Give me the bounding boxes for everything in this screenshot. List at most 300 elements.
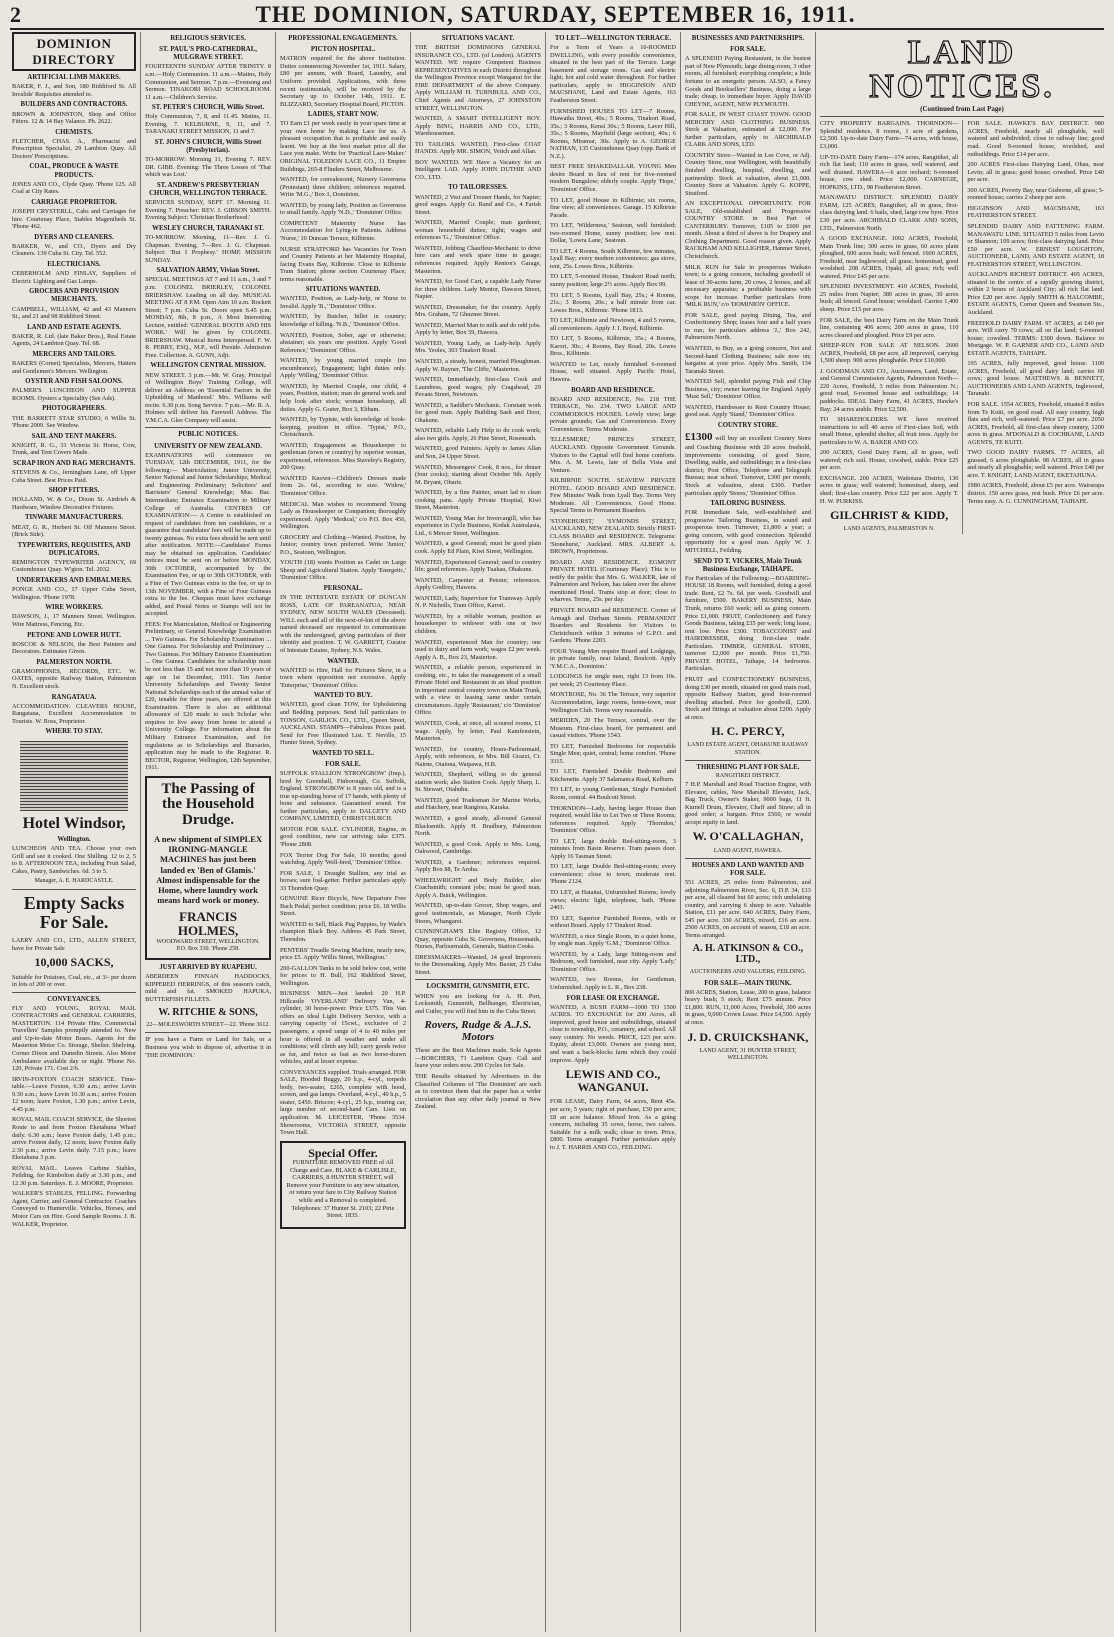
drudge-address: WOODWARD STREET, WELLINGTON. P.O. Box 330. 'Phone 258. bbox=[156, 938, 260, 952]
atkinson-name: A. H. ATKINSON & CO., LTD., bbox=[692, 943, 804, 966]
ad-item: TO LET, Furnished Double Bedroom and Kitchenette. Apply 37 Salamanca Road, Kelburn. bbox=[549, 768, 676, 783]
ad-item: WANTED, by Typiste, with knowledge of book-keeping, position in office. 'Typist,' P.O., Christchurch. bbox=[280, 416, 406, 439]
ad-item: 'ELLESMERE,' PRINCES STREET, AUCKLAND. Opposite Government Grounds. Visitors to the Capital will find home comforts. Mrs. A. M. Lewis, late of Bella Vista and Venture. bbox=[549, 436, 676, 474]
ad-item: TWO GOOD DAIRY FARMS. 77 ACRES, all grassed, 6 acres ploughable. 98 ACRES, all in grass and nearly all ploughable; well watered. Price £40 per acre. T. KNIGHT, LAND AGENT, EKETAHUNA. bbox=[967, 449, 1105, 479]
ad-item: WANTED, 2 Vest and Trouser Hands, for Napier; good wages. Apply Gr. Rand and Co., 4 Farish Street. bbox=[415, 193, 541, 216]
ad-item: KILBIRNIE SOUTH. SEAVIEW PRIVATE HOTEL. GOOD BOARD AND RESIDENCE. Few Minutes' Walk from Lyall Bay. Terms Very Moderate. All Conveniences. Good Home. Special Terms to Permanent Boarders. bbox=[549, 477, 676, 515]
wanted-ads bbox=[280, 176, 406, 283]
ad-item: 300 ACRES, Poverty Bay, near Gisborne, all grass; 5-roomed house; carries 2 sheep per acre. bbox=[967, 186, 1105, 202]
to-let-title: TO LET—WELLINGTON TERRACE. bbox=[554, 35, 672, 42]
for-sale-title: FOR SALE. bbox=[325, 760, 361, 768]
ruapehu-firm: W. RITCHIE & SONS, bbox=[158, 1007, 258, 1019]
ad-item: HIGGINSON AND MACSHANE, 163 FEATHERSTON STREET. bbox=[967, 204, 1105, 220]
ad-item: WANTED Known—Children's Dresses made from 2s. 6d., according to size. 'Widow,' 'Dominion' Office. bbox=[280, 474, 406, 497]
dominion-note: IF you have a Farm or Land for Sale, or a Business you wish to dispose of, advertise it in 'THE DOMINION.' bbox=[145, 1036, 272, 1059]
rovers-notice: These are the Best Machines made. Sole Agents—BORCHERS, 71 Lambton Quay. Call and leave your orders now. 200 Cycles for Sale. bbox=[415, 1047, 541, 1070]
ad-item: WANTED Sell, splendid paying Fish and Chip Business, city; owner leaving for England. Apply 'Must Sell,' 'Dominion' Office. bbox=[684, 378, 811, 401]
special-offer-ad bbox=[280, 1141, 406, 1229]
section-text: BARKER, W., and CO., Dyers and Dry Cleaners. 139 Cuba St. City. Tel. 552. bbox=[12, 242, 137, 258]
houses-land-title: HOUSES AND LAND WANTED AND FOR SALE. bbox=[691, 861, 804, 877]
section-heading: BUILDERS AND CONTRACTORS. bbox=[20, 101, 128, 109]
drudge-title: The Passing of the Household Drudge. bbox=[161, 780, 255, 829]
divider bbox=[685, 760, 811, 761]
ad-item: WANTED, by Butcher, billet in country; knowledge of killing. 'N.B.,' 'Dominion' Office. bbox=[280, 313, 406, 329]
religious-title: RELIGIOUS SERVICES. bbox=[170, 35, 246, 42]
divider bbox=[12, 889, 136, 890]
page-number: 2 bbox=[10, 2, 21, 27]
section-text: STEVENS & Co., Jerningham Lane, off Upper Cuba Street. Best Prices Paid. bbox=[12, 469, 137, 484]
for-sale-ads bbox=[280, 770, 406, 1137]
ad-item: THORNDON—Lady, having larger House than required, would like to Let Two or Three Rooms; references required. Apply 'Thorndon,' 'Dominion' Office. bbox=[549, 804, 676, 835]
land-right-ads bbox=[967, 120, 1104, 505]
section-text: BAKER, F. J., and Son, 180 Riddiford St. All Invalids' Requisites attended to. bbox=[12, 83, 137, 98]
ad-item: WANTED, a good steady, all-round General Blacksmith. Apply H. Bradbury, Palmerston North. bbox=[415, 814, 541, 838]
ad-item: PENTERS' Treadle Sewing Machine, nearly new, price £5. Apply 'Willis Street, Wellington.' bbox=[280, 946, 406, 962]
section-text: ROSCOE & NELSON, the Best Painters and Decorators. Estimates Given. bbox=[12, 640, 137, 656]
sacks-body: LAERY AND CO., LTD., ALLEN STREET, have for Private Sale bbox=[12, 937, 137, 952]
ad-item: IRVIN-FOXTON COACH SERVICE. Time-table.—Leave Foxton, 6.30 a.m.; arrive Levin 9.30 a.m.; leave Levin 10.30 a.m.; arrive Foxton 12 noon; leave Foxton, 1.30 p.m.; arrive Levin, 4.45 p.m. bbox=[12, 1075, 137, 1113]
threshing-district: RANGITIKEI DISTRICT. bbox=[715, 772, 781, 779]
ad-item: WANTED, good Painters. Apply to James Allan and Son, 24 Upper Street. bbox=[415, 445, 541, 461]
ad-item: TO SHAREHOLDERS. WE have received instructions to sell 40 acres of First-class Soil, with small House, splendid shelter, all fruit trees. Apply for particulars to W. A. BAKER AND CO. bbox=[819, 416, 959, 446]
section-text: MEAT, G. R., Herbert St. Off Manners Street. (Brick Side). bbox=[12, 523, 137, 539]
to-let-ads bbox=[550, 44, 676, 383]
houses-land-notice: 551 ACRES, 25 miles from Palmerston, and adjoining Palmerston River, Sec. 6, D.P. 34, £13 per acre, all cleared but 60 acres; rich undulating country, and carrying 6 sheep to acre. Valuable Station, £11 per acre. 640 ACRES, Dairy Farm, £45 per acre. 330 ACRES, mixed, £16 an acre. 2500 ACRES, on account of season, £18 an acre. Terms arranged. bbox=[684, 879, 811, 939]
store-price: £1300 bbox=[684, 431, 713, 444]
university-fees: FEES: For Matriculation, Medical or Engineering Preliminary, or General Knowledge Examination ... Two Guineas. For Scholarship Examination ... One Guinea. For Scholarship and Preliminary ... Two Guineas. For Military Entrance Examination ... One Guinea. Candidates for scholarship must be not less than 15 and not more than 19 years of age on 1st December, 1911. Ten Junior University Scholarships and Twenty Senior National Scholarships each of the annual value of £20, tenable for three years, are offered at this Examination. There is also an additional allowance of £20 made to each Scholar who requires to live away from home to attend a University College. For information about the Military Entrance Examination, and for regulations as to Scholarships and Bursaries, application may be made to the Registrar. R. BECTOR, Registrar, Wellington, 12th September, 1911. bbox=[145, 620, 272, 772]
ad-item: WANTED, Experienced General; used to country life; good references. Apply Tuakau, Ohakune. bbox=[415, 558, 541, 574]
section-text: GRAMOPHONES, RECORDS, ETC. W. OATES, opposite Railway Station, Palmerston N. Excellent stock. bbox=[12, 667, 137, 690]
ad-item: THE BRITISH DOMINIONS GENERAL INSURANCE CO., LTD. (of London). AGENTS WANTED. WE require Competent Business REPRESENTATIVES in each District throughout the Wellington Province except Wanganui for the FIRE DEPARTMENT of the above Company. Apply WILLIAM H. TURNBULL AND CO., Chief Agents and Attorneys, 27 JOHNSTON STREET, WELLINGTON. bbox=[415, 44, 541, 112]
section-heading: ST. PETER'S CHURCH, Willis Street. bbox=[151, 104, 265, 112]
section-heading: ST. ANDREW'S PRESBYTERIAN CHURCH, WELLINGTON TERRACE. bbox=[149, 181, 267, 198]
ad-item: WANTED, Immediately, first-class Cook and Laundress, good wages; ply Cragshead, 29 Pevans Street, Newtown. bbox=[415, 376, 541, 399]
section-text: JOSEPH CRYSTERLL, Cabs and Carriages for hire. Courtenay Place, Stables Mageniheds St. 'Phone 462. bbox=[12, 208, 137, 231]
wanted-notice: WANTED to Hire, Hall for Pictures Show, in a town where opposition not excessive. Apply 'Enterprise,' 'Dominion' Office. bbox=[280, 666, 406, 689]
ad-item: WANTED, Married Man to milk and do odd jobs. Apply by letter, Box 59, Hawera. bbox=[415, 321, 541, 337]
situations-wanted-ads bbox=[280, 295, 406, 582]
section-text: BAKERS (Cornet) Specialists, Mercers, Hatters and Gentlemen's Mercers. Wellington. bbox=[12, 360, 137, 375]
ad-item: WANTED, Position, as Lady-help, or Nurse to Invalid. Apply 'B.,' 'Dominion' Office. bbox=[280, 295, 406, 310]
ad-item: UP-TO-DATE Dairy Farm—174 acres, Rangitikei, all rich flat land; 110 acres in grass, well watered, and well drained. HAWERA—6 acre orchard; 6-roomed house, cow shed. Price £2,000. CARNEGIE, HOPKINS, LTD., 98 Featherston Street. bbox=[819, 153, 959, 191]
ad-item: BOY WANTED. WE Have a Vacancy for an Intelligent LAD. Apply JOHN DUTHIE AND CO., LTD. bbox=[415, 158, 541, 181]
country-store bbox=[685, 431, 811, 497]
land-notices-subcolumns bbox=[820, 120, 1104, 534]
ad-item: BOARD AND RESIDENCE. EGMONT PRIVATE HOTEL (Courtenay Place). This is to notify the public that Mrs. G. WALKER, late of Palmerston and Nelson, has taken over the above mentioned Hotel. Trams stop at door; close to wharves. Terms, 25s. per day. bbox=[549, 558, 676, 604]
column-religious-services bbox=[141, 32, 276, 1632]
wanted-title: WANTED. bbox=[327, 657, 359, 665]
ruapehu-title: JUST ARRIVED BY RUAPEHU. bbox=[159, 963, 257, 971]
section-text: KNIGHT, R. G., 31 Victoria St. Horse, Cow, Trunk, and Tent Covers Made. bbox=[12, 441, 137, 457]
ad-item: CONVEYANCES supplied. Trials arranged. FOR SALE, Hooded Buggy, 20 h.p., 4-cyl., torpedo body, two-seater, £265, complete with hood, screen, and gas lamps. Overland, 4-cyl., 40 h.p., 5 seater, £450. Briscoe; 4-cyl., 25 h.p., touring car, large number of second-hand Cars. Lists on application. M. LEICESTER, 'Phone 3534. Showrooms, VICTORIA STREET, opposite Town Hall. bbox=[280, 1068, 406, 1137]
ad-item: DRESSMAKERS—Wanted, 14 good Improvers to the Dressmaking. Apply Mrs. Baxter, 25 Cuba Street. bbox=[415, 953, 541, 976]
gilchrist-name: GILCHRIST & KIDD, bbox=[830, 508, 949, 523]
column-dominion-directory bbox=[8, 32, 141, 1632]
personal-title: PERSONAL. bbox=[323, 584, 363, 592]
ad-item: WANTED, to Buy, as a going concern, Net and Second-hand Clothing Business; sale now on; bargains at your price. Apply Mrs. Smith, 134 Taranaki Street. bbox=[684, 345, 811, 375]
section-text: ACCOMMODATION. CLEAVERS HOUSE, Rangataua, Excellent Accommodation to Tourists. W. Ross, Proprietor. bbox=[12, 702, 137, 725]
section-heading: WELLINGTON CENTRAL MISSION. bbox=[150, 362, 266, 370]
section-heading: RANGATAUA. bbox=[51, 693, 97, 701]
section-text: PALMER'S LUNCHEON AND SUPPER ROOMS. Oysters a Speciality (See Ads). bbox=[12, 387, 137, 402]
ad-item: J. GOODMAN AND CO., Auctioneers, Land, Estate, and General Commission Agents, Palmerston North—220 Acres, Freehold, 3 miles from Palmerston N.; good road, 6-roomed house and outbuildings; 14 paddocks. IDEAL Dairy Farm, 41 ACRES, Hawke's Bay; 24 acres arable. Price £2,500. bbox=[819, 367, 959, 413]
section-text: BROWN & JOHNSTON, Shop and Office Fitters. 12 & 14 Bay Valance. Ph. 2622. bbox=[12, 110, 137, 126]
conveyances-title: CONVEYANCES. bbox=[47, 995, 101, 1003]
ad-item: FOX Terrier Dog For Sale, 10 months; good watchdog. Apply 'Well-bred,' 'Dominion' Office. bbox=[280, 851, 406, 867]
ad-item: TO LET, 5 Rooms, Lyall Bay, 25s.; 4 Rooms, 21s.; 3 Rooms, 20s.; a half minute from car. Lowes Bros., Kilbirnie. 'Phone 1813. bbox=[549, 291, 676, 314]
gilchrist-address: LAND AGENTS, PALMERSTON N. bbox=[843, 526, 935, 533]
ad-item: SPLENDID INVESTMENT. 410 ACRES, Freehold, 25 miles from Napier; 380 acres in grass, 30 acres bush; all fenced. Good house; woolshed. Carries 1,400 sheep. Price £15 per acre. bbox=[819, 283, 959, 313]
personal-notice: IN THE INTESTATE ESTATE OF DUNCAN ROSS, LATE OF PAREANATUA, NEAR SYDNEY, NEW SOUTH WALES (Deceased). WILL each and all of the next-of-kin of the above named deceased are requested to communicate with the undersigned, giving particulars of their identity and position. T. W. GARRETT, Curator of Intestate Estates, Sydney, N.S. Wales. bbox=[280, 594, 406, 654]
vickers-notice: For Particulars of the Following:—BOARDING-HOUSE 18 Rooms, well furnished, doing a good trade. Rent, £2 7s. 6d. per week. Goodwill and furniture, £500. BAKERY BUSINESS, Main Trunk, returns £60 week; sell as going concern. Price £1,000. FRUIT, Confectionery and Fancy Goods Business, taking £35 per week; long lease, rent low. Price £300. TOBACCONIST and HAIRDRESSER, doing first-class trade. Particulars. TIMBER, GENERAL STORE, turnover £2,000 per month. Price £1,750. PRIVATE HOTEL, Taihape, 14 bedrooms. Particulars. bbox=[684, 574, 811, 673]
ad-item: FOR SALE, IN WEST COAST TOWN. GOOD MERCERY AND CLOTHING BUSINESS. Stock at Valuation, estimated at £2,000. For further particulars, apply to ARCHIBALD CLARK AND SONS, LTD. bbox=[684, 111, 811, 149]
ad-item: WANTED, a Saddler's Mechanic. Constant work for good man. Apply Building Sash and Door, Ohakune. bbox=[415, 401, 541, 424]
ad-item: AN EXCEPTIONAL OPPORTUNITY. FOR SALE, Old-established and Progressive COUNTRY STORE in Best Part of CANTERBURY. Turnover, £105 to £600 per month. About a third of above is for Drapery and Clothing Department. Good reason given. Apply RACKHAM AND KELLIGHER, Hanmer Street, Christchurch. bbox=[684, 200, 811, 260]
ad-item: TO TAILORS. WANTED, First-class COAT HANDS. Apply MR. SIMON, Veitch and Allan. bbox=[415, 140, 541, 156]
ad-item: FURNISHED HOUSES TO LET—7 Rooms, Hiawatha Street, 40s.; 5 Rooms, Tinakori Road, 35s.; 3 Rooms, Kensi 30s.; 5 Rooms, Laver Hill, 35s.; 5 Rooms, Mayfield (large section), 40s.; 6 Rooms, Miramar, 30s. Apply to A. GEORGE NATHAN, 135 Customhouse Quay (opp. Bank of N.Z.). bbox=[549, 107, 676, 160]
ad-item: WANTED, Position, Sober, age or otherwise; abstainer; six years one position. Apply 'Good Reference,' 'Dominion' Office. bbox=[280, 331, 406, 354]
ad-item: TO LET, Furnished Bedrooms for respectable Single Men; quiet, central; home comfort. 'Phone 3315. bbox=[549, 742, 676, 765]
hotel-name: Hotel Windsor, bbox=[22, 814, 126, 832]
ad-item: CITY PROPERTY BARGAINS. THORNDON—Splendid residence, 8 rooms, 1 acre of gardens, £2,500. Up-to-date Dairy Farm—74 acres, with house, £3,000. bbox=[819, 120, 959, 151]
section-heading: WESLEY CHURCH, TARANAKI ST. bbox=[152, 224, 264, 232]
ad-item: SPLENDID DAIRY AND FATTENING FARM. MANAWATU LINE. SITUATED 5 miles from Levin or Shannon; 109 acres; first-class dairying land. Price £50 per acre. W. ERNEST LOUGHTON, AUCTIONEER, LAND, AND ESTATE AGENT, 18 FEATHERSTON STREET, WELLINGTON. bbox=[967, 222, 1105, 268]
ad-item: WANTED, for Good Cart, a capable Lady Nurse for three children. Lady Mentor, Dawson Street, Napier. bbox=[415, 278, 541, 301]
section-heading: PHOTOGRAPHERS. bbox=[42, 405, 106, 413]
ad-item: FLY AND YOUNG, ROYAL MAIL CONTRACTORS and GENERAL CARRIERS, MASTERTON. 114 Private Hire. Commercial Travellers' Samples promptly attended to. New and Up-to-date Motor Buses. Agents for the Masterton Motor Co. Storage, Shelter. Shelving. Corner Dixon and Dunedin Streets. Also Motor Ambulance available day or night. 'Phone No. 120, Private 171. Cost 2/6. bbox=[12, 1004, 137, 1073]
lace-notice: TO Earn £1 per week easily in your spare time at your own home by making Lace for us. A pleasant occupation that is profitable and easily learnt. We buy at the best market price all the Lace you make. Write for 'Practical Lace-Maker.' ORIGINAL TOLEDON LACE CO., 11 Empire Buildings, 265-8 Flinders Street, Melbourne. bbox=[280, 120, 406, 173]
section-heading: GROCERS AND PROVISION MERCHANTS. bbox=[29, 288, 119, 304]
sacks-tail: Suitable for Potatoes, Coal, etc., at 3/- per dozen in lots of 200 or over. bbox=[12, 973, 137, 989]
section-text: TO-MORROW: Morning 11, Evening 7. REV. DR. GIBB. Evening: The Three Losses of 'That which was Lost.' bbox=[145, 156, 272, 179]
tailoresses-ads bbox=[415, 194, 541, 977]
section-text: NEW STREET. 3 p.m.—Mr. W. Gray, Principal of Wellington Boys' Training College, will deliver an Address on 'Essential Factors in the Upbuilding of Manhood.' Mrs. Williams will recite. 6.30 p.m. Song Service. 7 p.m.—Mr. R. A. Holmes will deliver his Farewell Address. The Y.M.C.A. Glee Company will assist. bbox=[145, 371, 272, 424]
ad-item: TO LET, 4 Rooms, South Kilbirnie, few minutes, Lyall Bay; every modern convenience; gas stove, rent, 25s. Lowes Bros., Kilbirnie. bbox=[549, 247, 676, 270]
locksmith-title: LOCKSMITH, GUNSMITH, ETC. bbox=[426, 983, 530, 991]
section-heading: ST. JOHN'S CHURCH, Willis Street (Presbyterian). bbox=[154, 139, 262, 155]
ad-item: PRIVATE BOARD and RESIDENCE. Corner of Armagh and Durham Streets. PERMANENT Boarders and Residents for Visitors to Christchurch within 3 minutes of G.P.O. and Gardens. 'Phone 2203. bbox=[549, 606, 676, 645]
hotel-details: LUNCHEON AND TEA. Choose your own Grill and see it cooked. One Shilling. 12 to 2, 5 to 8. AFTERNOON TEA, including Fruit Salad, Cakes, Pastry, Sandwiches. 6d. 3 to 5. bbox=[12, 845, 137, 875]
ocallaghan-name: W. O'CALLAGHAN, bbox=[692, 829, 804, 844]
ad-item: WANTED, a steady, honest, married Ploughman. Apply W. Rayner, 'The Cliffe,' Masterton. bbox=[415, 358, 541, 373]
ad-item: COMPETENT Maternity Nurse has Accommodation for Lying-in Patients. Address 'Nurse,' 10 Duncan Terrace, Kilbirnie. bbox=[280, 219, 406, 242]
ad-item: TO LET, to young Gentleman, Single Furnished Room, central. 44 Boulcott Street. bbox=[549, 786, 676, 801]
ad-item: WANTED, a nice Single Room, in a quiet home, by single man. Apply 'G.M.,' 'Dominion' Office. bbox=[549, 932, 676, 948]
column-land-notices bbox=[816, 32, 1108, 1632]
lease-title: FOR LEASE OR EXCHANGE. bbox=[566, 994, 660, 1002]
section-text: FOURTEENTH SUNDAY AFTER TRINITY. 8 a.m.—Holy Communion. 11 a.m.—Matins, Holy Communion, and Sermon. 7 p.m.—Evensong and Sermon. TINAKORI ROAD SCHOOLROOM. 11 a.m.—Children's Service. bbox=[145, 63, 272, 101]
fruit-notice: FRUIT and CONFECTIONERY BUSINESS, doing £30 per month, situated on good main road, opposite Railway Station, good four-roomed dwelling attached. Price for goodwill, £200. Stock and fittings at valuation about £200. Apply at once. bbox=[684, 675, 811, 721]
ad-item: TO LET, large Double Bed-sitting-room; every convenience; close to town; moderate rent. 'Phone 2124. bbox=[549, 863, 676, 886]
ad-item: CUNNINGHAM'S Elite Registry Office, 12 Quay, opposite Cuba St. Governess, Housemaids, Nurses, Parlourmaids, Generals, Station Cooks. bbox=[415, 928, 541, 951]
section-heading: CHEMISTS. bbox=[55, 128, 93, 136]
directory-sections bbox=[12, 74, 136, 725]
main-trunk-title: FOR SALE—MAIN TRUNK. bbox=[704, 979, 792, 987]
land-notices-subtitle: (Continued from Last Page) bbox=[920, 105, 1004, 113]
ad-item: TO LET, at Hataitai, Unfurnished Rooms; lovely views; electric light, telephone, bath. 'Phone 2403. bbox=[549, 889, 676, 912]
section-heading: TINWARE MANUFACTURERS. bbox=[25, 514, 124, 522]
section-heading: ST. PAUL'S PRO-CATHEDRAL, MULGRAVE STREET. bbox=[159, 46, 257, 62]
section-heading: MERCERS AND TAILORS. bbox=[32, 350, 116, 358]
ad-item: MANAWATU DISTRICT. SPLENDID DAIRY FARM, 125 ACRES, Rangitikei, all in grass, first-class dairying land. 6 bails, shed, large cow byre. Price £30 per acre. ARCHIBALD CLARK AND SONS, LTD., Palmerston North. bbox=[819, 194, 959, 232]
ad-item: EXCHANGE. 200 ACRES, Waitotara District, 130 acres in grass; well watered; homestead, sheep, and shed; first-class country. Price £22 per acre. Apply T. H. W. PURKISS. bbox=[819, 474, 959, 505]
ad-item: WANTED, Young Man for Invercargill, who has experience in Cycle Business, Kodak Australasia, Ltd., 6 Mercer Street, Wellington. bbox=[415, 514, 541, 537]
section-text: TO-MORROW. Morning, 11—Rev. J. G. Chapman. Evening, 7—Rev. J. G. Chapman. Subject: 'But I Prophesy.' HOME MISSION SUNDAY. bbox=[145, 234, 272, 264]
ad-item: MEDICAL Man wishes to recommend Young Lady as Housekeeper or Companion; thoroughly experienced. Apply 'Medical,' c/o P.O. Box 456, Wellington. bbox=[280, 500, 406, 531]
ad-item: WANTED, by a reliable woman, position as housekeeper to widower with one or two children. bbox=[415, 612, 541, 635]
ad-item: WANTED, for country, Hours-Parlourmaid, Apply, with references, to Mrs. Bill Grazzi, Cr. Nairne, Otaiona, Waipawa, H.B. bbox=[415, 745, 541, 768]
offer-body: FURNITURE REMOVED FREE of All Charge and Care. BLAKE & CARLISLE, CARRIERS, 8 HUNTER STREET, will Remove your Furniture to any new situation, or return your fare to City Railway Station while and a Removal is completed. Telephones: 37 Hunter St. 2103; 22 Pirie Street. 1835. bbox=[286, 1159, 400, 1220]
section-heading: ARTIFICIAL LIMB MAKERS. bbox=[27, 74, 121, 82]
ad-item: WANTED to Sell, Black Pug Puppies, by Wade's champion Black Boy. Address 45 Park Street, Thorndon. bbox=[280, 920, 406, 943]
ad-item: 200-GALLON Tanks to be sold below cost, write for prices to H. Bull, 162 Riddiford Street, Wellington. bbox=[280, 964, 406, 987]
ad-item: WANTED, Shepherd, willing to do general station work; also Station Cook. Apply Sharp, L. St. Stewart, Otahuhu. bbox=[415, 771, 541, 794]
ad-item: WANTED, Engagement as Housekeeper to gentleman (town or country) by superior woman, experienced, references. Miss Staveley's Registry, 200 Quay. bbox=[280, 441, 406, 472]
board-ads bbox=[550, 396, 676, 992]
ad-item: WANTED, a Gardener; references required. Apply Box 88, Te Aroha. bbox=[415, 858, 541, 874]
lace-heading: LADIES, START NOW. bbox=[307, 111, 379, 119]
section-heading: PALMERSTON NORTH. bbox=[36, 658, 112, 666]
section-text: BAKER, R. Ltd. (late Baker Bros.), Real Estate Agents, 24 Lambton Quay. Tel. 68. bbox=[12, 332, 137, 348]
businesses-title: BUSINESSES AND PARTNERSHIPS. bbox=[691, 35, 805, 42]
ad-item: WANTED, Hairdresser to Rent Country House; good seat. Apply 'Stand,' 'Dominion' Office. bbox=[684, 403, 811, 419]
ad-item: AUCKLAND'S RICHEST DISTRICT. 405 ACRES, situated in the centre of a rapidly growing district, within 2 hours of Auckland City; all rich flat land. Price £20 per acre. Apply SMITH & HALCOMBE, ESTATE AGENTS, Corner Queen and Swanson Sts., Auckland. bbox=[967, 271, 1105, 316]
ad-item: WANTED, by young married couple (no encumbrance), Engagement; light duties only. Apply 'Willing,' 'Dominion' Office. bbox=[280, 357, 406, 380]
public-notices-title: PUBLIC NOTICES. bbox=[178, 431, 238, 439]
section-text: SPECIAL MEETINGS AT 7 and 11 a.m., 3 and 7 p.m. COLONEL BRIERLEY, COLONEL BRIERSHAW. Leading on all day. MUSICAL MEETING AT 8 P.M. Open Aim 10 a.m. Rockett Street; 7 p.m. Cuba St. Doors open 6.45 p.m. MONDAY, 8th, 8 p.m., A Most Interesting Lecture, entitled: 'GENERAL BOOTH AND HIS WORK.' Will be given by COLONEL BRIERSHAW. Musical Items Interspersed. F. W. R. PERRY, ESQ., M.P., will Preside. Admission Free. Collection. A. GUNN, Adjt. bbox=[145, 276, 272, 359]
land-left-ads bbox=[820, 120, 958, 505]
store-details: will buy an excellent Country Store and Coaching Business with 20 acres freehold, improvements consisting of good Store, Dwelling, stable, and outbuildings; in a first-class district; Post Office, Telephone and Telegraph Bureau; near school. Turnover, £300 per month; Stock at valuation, about £300. Further particulars apply 'Stores,' 'Dominion' Office. bbox=[684, 435, 811, 497]
ad-item: For a Term of Years a 10-ROOMED DWELLING, with every possible convenience, situated in the best part of the Terrace. Large basement and storage room. Gas and electric light; hot and cold water throughout. For further particulars, apply to HIGGINSON AND MACSHANE, Land and Estate Agents, 163 Featherston Street. bbox=[549, 44, 676, 104]
ad-item: MONTROSE, No. 36 The Terrace, very superior Accommodation, large rooms, home-town, near Wellington Club. Terms very reasonable. bbox=[549, 691, 676, 714]
newspaper-title: THE DOMINION, SATURDAY, SEPTEMBER 16, 1911. bbox=[255, 2, 856, 27]
divider bbox=[145, 1032, 271, 1033]
masthead bbox=[10, 2, 1104, 30]
ad-item: TO LET, 5-roomed House, Tinakori Road north; sunny position; large 2½ acres. Apply Box 99. bbox=[549, 273, 676, 289]
ad-item: 'STONEHURST,' 'SYMONDS STREET, AUCKLAND, NEW ZEALAND. Strictly FIRST-CLASS BOARD and RESIDENCE. Telegrams: 'Stonehurst,' Auckland. MRS. ALBERT A. BROWN, Proprietress. bbox=[549, 517, 676, 556]
ad-item: YOUTH (18) wants Position as Cadet on Large Sheep and Agricultural Station. Apply 'Energetic,' 'Dominion' Office. bbox=[280, 559, 406, 582]
ad-item: WANTED to Let, nicely furnished 6-roomed House, well situated. Apply Pacific Hotel, Hawera. bbox=[549, 360, 676, 384]
section-heading: SAIL AND TENT MAKERS. bbox=[31, 432, 117, 440]
locksmith-notice: WHEN you are looking for A. H. Port, Locksmith, Gunsmith, Bellhanger, Electrician, and Cutler, you will find him in the Cuba Street. bbox=[415, 992, 541, 1015]
ad-item: WANTED, by a Lady, large Sitting-room and Bedroom, well furnished, near city. Apply 'Lady,' 'Dominion' Office. bbox=[549, 950, 676, 973]
ad-item: MOTOR FOR SALE. CYLINDER, Engine, in good condition, new car arriving; take £375. 'Phone 2808. bbox=[280, 825, 406, 848]
section-text: CAMPBELL, WILLIAM, 42 and 43 Manners St., and 21 and 98 Riddiford Street. bbox=[12, 305, 137, 321]
results-notice: THE Results obtained by Advertisers in the Classified Columns of 'The Dominion' are such as to convince them that the paper has a wider circulation than any other daily journal in New Zealand. bbox=[415, 1073, 541, 1111]
ad-item: WANTED, by young lady, Position as Governess to small family. Apply 'N.D.,' 'Dominion' Office. bbox=[280, 201, 406, 217]
ad-item: WANTED, by a fine Painter, smart lad to clean cooking pans. Apply Private Hospital, Kiwi Street, Masterton. bbox=[415, 489, 541, 512]
ad-item: LODGINGS for single men, right 13 from 10s. per week; 25 Courtenay Place. bbox=[549, 673, 676, 688]
ad-item: WANTED, up-to-date Grocer, Shop wages, and good testimonials, as Manager, North Clyde Stores, Whangarei. bbox=[415, 902, 541, 925]
professional-title: PROFESSIONAL ENGAGEMENTS. bbox=[288, 35, 398, 42]
vickers-title: SEND TO T. VICKERS, Main Trunk Business Exchange, TAIHAPE. bbox=[693, 557, 802, 573]
ad-item: FOUR Young Men require Board and Lodgings, in private family, near Island, Boulcott. Apply 'Y.M.C.A., Dominion.' bbox=[549, 647, 676, 670]
section-text: JONES AND CO., Clyde Quay. 'Phone 125. All Coal at City Rates. bbox=[12, 180, 137, 196]
ad-item: FOR SALE, the best Dairy Farm on the Main Trunk line, containing 406 acres; 200 acres in grass, 110 acres cleared and ploughed. Price £9 per acre. bbox=[819, 316, 959, 339]
board-title: BOARD AND RESIDENCE. bbox=[571, 386, 655, 394]
cruickshank-name: J. D. CRUICKSHANK, bbox=[687, 1029, 809, 1044]
situations-vacant-title: SITUATIONS VACANT. bbox=[441, 35, 515, 42]
columns bbox=[8, 32, 1108, 1632]
ad-item: 200 ACRES, Good Dairy Farm, all in grass, well watered; rich soil. House, cowshed, stable. Price £25 per acre. bbox=[819, 449, 959, 472]
ad-item: WANTED, Carpenter at Petone; references. Apply Godfrey, Hawera. bbox=[415, 576, 541, 592]
ad-item: WANTED, a reliable person, experienced in cooking, etc., to take the management of a small Private Hotel and Restaurant in an ideal position in important central country town on Main Trunk, with a view to leasing same under certain circumstances. Apply 'Restaurant,' c/o 'Dominion' Office. bbox=[415, 664, 541, 717]
conveyance-ads bbox=[12, 1005, 136, 1228]
ad-item: BOARD AND RESIDENCE, No. 218 THE TERRACE, No. 234. TWO LARGE AND COMMODIOUS HOUSES. Lovely view; large private grounds; Gas and Conveniences. Every Convenience. Terms Moderate. bbox=[549, 395, 676, 433]
services-list bbox=[145, 46, 271, 424]
section-text: THE BARRETT STAR STUDIO, 6 Willis St. 'Phone 2009. See Window. bbox=[12, 414, 137, 430]
hospital-heading: PICTON HOSPITAL. bbox=[310, 46, 376, 54]
ad-item: WALKER'S STABLES, FELLING. Forwarding Agent, Carrier, and General Contractor. Coaches Conveyed to Hunterville. Vehicles, Horses, and Motor Cars on Hire. Good Sample Rooms. J. B. WALKER, Proprietor. bbox=[12, 1190, 137, 1228]
ad-item: WANTED, Lady, Supervisor for Tramway. Apply N. P. Nicholls, Tram Office, Karori. bbox=[415, 594, 541, 610]
divider bbox=[685, 858, 811, 859]
ad-item: A GOOD EXCHANGE. 1092 ACRES, Freehold, Main Trunk line; 300 acres in grass, 60 acres plain ploughed, 600 acres bush; well fenced. 1600 ACRES, Freehold, near Inglewood; all grass; homestead, good woolshed. 208 ACRES, Opaki, all grass; rich; well watered. Price £45 per acre. bbox=[819, 235, 959, 280]
section-heading: COAL, PRODUCE & WASTE PRODUCTS. bbox=[29, 163, 119, 179]
ad-item: NURSE STRATFORD has Vacancies for Town and Country Patients at her Maternity Hospital, facing Evans Bay, Kilbirnie. Close to Kilbirnie Tram Station; phone section Courtenay Place; terms reasonable. bbox=[280, 245, 406, 283]
ad-item: BUSINESS MEN—Just landed: 20 H.P. Hillcastle 'OVERLAND' Delivery Van, 4-cylinder, 30 horse-power. Price £375. This Van offers an ideal Light Delivery Service, with a carrying capacity of 15cwt., exclusive of 2 passengers; a speed range of 4 to 40 miles per hour is offered in all weather and under all conditions; will climb any hill; carry goods twice as far, and twice as fast as two horse-drawn vehicles, and at lesser expense. bbox=[280, 990, 406, 1066]
directory-title: DOMINION DIRECTORY bbox=[12, 32, 136, 71]
drudge-body: A new shipment of SIMPLEX IRONING-MANGLE MACHINES has just been landed ex 'Ben of Glamis.' Almost indispensable for the Home, where laundry work means hard work or money. bbox=[153, 833, 263, 906]
situations-wanted-title: SITUATIONS WANTED. bbox=[305, 286, 381, 294]
tailoring-notice: FOR Immediate Sale, well-established and progressive Tailoring Business, in sound and prosperous town. Turnover, £1,800 a year; a going concern, with good connection. Splendid opportunity for a good man. Apply W. J. MITCHELL, Feilding. bbox=[684, 509, 811, 554]
ad-item: BEST FREE SHAKEDALLAR. YOUNG Men desire Board in lieu of rent for five-roomed modern Bungalow; elderly couple. Apply 'Hope,' 'Dominion' Office. bbox=[549, 163, 676, 193]
ad-item: WANTED, Cook, at once, all scoured rooms, £1 wage. Apply, by letter, Paul Kamfenstein, Masterton. bbox=[415, 719, 541, 743]
ad-item: ROYAL MAIL. Leaves Carbine Stables, Feilding, for Kimbolton daily at 3.30 p.m., and 12.30 p.m. Saturdays. E. J. MOORE, Proprietor. bbox=[12, 1164, 137, 1187]
hotel-manager: Manager, A. E. HARDCASTLE. bbox=[34, 878, 114, 885]
percy-address: LAND ESTATE AGENT, OHAKUNE RAILWAY STATION. bbox=[687, 742, 809, 756]
land-notices-title: LAND NOTICES. bbox=[869, 34, 1055, 105]
university-notice: EXAMINATIONS will commence on TUESDAY, 12th DECEMBER, 1911, for the following:— Matriculation; Junior University, Senior National and Junior Scholarships; Medical and Engineering Preliminary; Solicitors' and Barristers' General Knowledge; Mus. Bac. Intermediate; Entrance Examination to Military College of Australia. CENTRES OF EXAMINATION:— A Centre is established on request of candidates from ten candidates, or a guarantee that candidates' fees will be made up to twenty guineas. No extra fees should be sent until after notification. NOTE:—Candidates' Forms may be obtained on application. Candidates' notices must be sent on or before MONDAY, 30th OCTOBER, accompanied by the Examination Fee, or up to 30th OCTOBER, with a Fine of Two Guineas extra to the fee, or up to 13th NOVEMBER, with a Fine of Four Guineas extra to the fee. Cheques must have exchange added, and Postal Notes or Stamps will not be accepted. bbox=[145, 451, 272, 618]
ad-item: WANTED, Young Lady, as Lady-help. Apply Mrs. Yeoles, 303 Tinakori Road. bbox=[415, 339, 541, 355]
ad-item: TO LET, 5 Rooms, Kilbirnie, 35s.; 4 Rooms, Karori, 30s.; 4 Rooms, Bay Road, 20s. Lowes Bros., Kilbirnie. bbox=[549, 335, 676, 358]
ad-item: ROYAL MAIL COACH SERVICE, the Shortest Route to and from Foxton Eketahuna Wharf daily. 6.30 a.m.; leave Foxton daily, 1.45 p.m.; arrive Foxton daily, 12 noon; leave Foxton daily 2.30 p.m.; arrive Levin daily. 7.15 p.m.; leave Eketahuna 3 p.m. bbox=[12, 1116, 137, 1162]
ad-item: 195 ACRES, fully improved, good house. 1100 ACRES, Freehold, all good dairy land; carries 60 cows; good house. MATTHEWS & BENNETT, AUCTIONEERS AND LAND AGENTS, Inglewood, Taranaki. bbox=[967, 360, 1105, 398]
tailoring-title: TAILORING BUSINESS. bbox=[710, 500, 786, 508]
ad-item: WANTED, reliable Lady Help to do cook work; also two girls. Apply, 26 Pine Street, Roseneath. bbox=[415, 427, 541, 442]
household-drudge-ad bbox=[145, 776, 271, 960]
sacks-title: Empty Sacks For Sale. bbox=[23, 892, 125, 933]
percy-name: H. C. PERCY, bbox=[711, 724, 785, 739]
hotel-city: Wellington. bbox=[57, 836, 91, 844]
ruapehu-body: ABERDEEN FINNAN HADDOCKS, KIPPERED HERRINGS, of this season's catch, mild and fat. SMOKED HAPUKA, BUTTERFISH FILLETS. bbox=[145, 973, 272, 1003]
cruickshank-address: LAND AGENT, 31 HUNTER STREET, WELLINGTON. bbox=[699, 1047, 797, 1061]
lease-notice-2: FOR LEASE, Dairy Farm, 64 acres, Rent 45s. per acre, 5 years; right of purchase, £30 per acre; £8 an acre balance. Mixed Iron. As a going concern, including 35 cows, horse, two calves. Suitable for a milk walk; close to town. Price, £800. Terms arranged. Further particulars apply to J. T. HARRIS AND CO., FEILDING. bbox=[549, 1098, 676, 1151]
column-professional-engagements bbox=[276, 32, 411, 1632]
section-text: Holy Communion, 7, 8, and 11.45. Matins, 11. Evening, 7. KELBURNE, 9, 11, and 7. TARANAKI STREET MISSION, 11 and 7. bbox=[145, 113, 272, 136]
sacks-quantity: 10,000 SACKS, bbox=[34, 955, 114, 970]
column-to-let bbox=[546, 32, 681, 1632]
vacant-ads bbox=[415, 44, 541, 181]
ad-item: GENUINE Ricer Bicycle, New Departure Free Back Pedal; perfect condition; price £6. 18 Willis Street. bbox=[280, 895, 406, 918]
ad-item: GROCERY and Clothing—Wanted, Position, by Junior; country town preferred. Write 'Junior,' P.O., Seatoun, Wellington. bbox=[280, 533, 406, 556]
ad-item: FREEHOLD DAIRY FARM. 97 ACRES, at £40 per acre. Will carry 70 cows; all on flat land; 6-roomed house; cowshed. TERMS: £300 down. Balance to Mortgage. W. P. GARNER AND CO., LAND AND ESTATE AGENTS, TAIHAPE. bbox=[967, 319, 1105, 357]
ruapehu-address: 22—MOLESWORTH STREET—22. 'Phone 3612. bbox=[146, 1022, 270, 1029]
offer-title: Special Offer. bbox=[308, 1145, 378, 1160]
ad-item: TO LET, good House in Kilbirnie; six rooms, fine view; all conveniences. Garage. 15 Kilbirnie Parade. bbox=[549, 196, 676, 219]
country-store-title: COUNTRY STORE. bbox=[717, 421, 779, 429]
ad-item: 200 ACRES First-class Dairying Land, Ohau, near Levin; all in grass; good house; cowshed. Price £40 per acre. bbox=[967, 161, 1105, 184]
wanted-to-buy-title: WANTED TO BUY. bbox=[313, 692, 373, 700]
business-ads bbox=[685, 55, 811, 419]
ad-item: MILK RUN for Sale in prosperous Waikato town; is a going concern, including goodwill of lease of 30-acres farm, 20 cows, 2 horses, and all necessary apparatus; a profitable business with scope for increase. Further particulars from 'MILK RUN,' c/o 'DOMINION' OFFICE. bbox=[684, 263, 811, 309]
for-sale-title: FOR SALE. bbox=[730, 46, 766, 54]
hotel-caption: WHERE TO STAY. bbox=[45, 728, 103, 736]
divider bbox=[820, 116, 1104, 117]
section-heading: CARRIAGE PROPRIETOR. bbox=[31, 198, 117, 206]
section-text: SERVICES SUNDAY, SEPT 17. Morning 11. Evening 7. Preacher: REV. J. GIBSON SMITH. Evening Subject: 'Christian Brotherhood.' bbox=[145, 199, 272, 222]
section-text: FLETCHER, CHAS. A., Pharmacist and Prescription Specialist, 29 Lambton Quay. All Doctors' Prescriptions. bbox=[12, 137, 137, 160]
threshing-notice: 7 H.P. Marshall and Road Traction Engine, with Elevator, cables, New Marshall Elevator, Jack, Bag Truck, Owner's Staker, 9000 bags, 11 ft. Kurnell Drum, Elevator, Chaff and Straw; all in good order; a bargain. Price £560, or would accept equity in land. bbox=[684, 781, 811, 826]
section-text: DAWSON, J., 17 Manners Street. Wellington. Wire Mattress, Fencing, Etc. bbox=[12, 613, 137, 628]
rovers-title: Rovers, Rudge & A.J.S. Motors bbox=[424, 1019, 532, 1044]
ad-item: WANTED, experienced Man for country; one used to dairy and farm work; wages £2 per week. Apply A. B., Box 23, Masterton. bbox=[415, 638, 541, 661]
ad-item: WANTED, Messengers' Cook, 8 nos., for dinner (four cooks); starting about October 9th. Apply M. Bryant, Oharie. bbox=[415, 463, 541, 486]
section-text: PONGE AND CO., 17 Upper Cuba Street, Wellington. 'Phone 1978. bbox=[12, 586, 137, 601]
ad-item: FOR SALE. 1554 ACRES, Freehold, situated 8 miles from Te Kuiti, on good road. All easy country, high flats and rich, well-watered. Price £7 per acre. 2050 ACRES, Freehold, all first-class sheep country, 1200 acres in grass. M'DONALD & COCHRANE, LAND AGENTS, TE KUITI. bbox=[967, 400, 1105, 446]
ad-item: FOR SALE, good paying Dining, Tea, and Confectionery Shop; leases four and a half years to run; for particulars address 'J.,' Box 242, Palmerston North. bbox=[684, 311, 811, 342]
ad-item: WANTED, two Rooms, for Gentleman, Unfurnished. Apply to L. R., Box 238. bbox=[549, 976, 676, 992]
lease-notice: WANTED, A BUSH FARM—1000 TO 1500 ACRES. TO EXCHANGE for 200 Acres, all improved, good house and outbuildings, situated close to township, P.O., creamery, and school. All easy country. No weeds. PRICE, £23 per acre. Equity, about £3,000. Owners are young men, and want a back-blocks farm which they could improve. Apply bbox=[549, 1003, 676, 1064]
hotel-illustration bbox=[20, 741, 128, 811]
ad-item: FOR SALE. HAWKE'S BAY DISTRICT. 980 ACRES, Freehold, nearly all ploughable, well watered and subdivided; close to railway line; good road. Good 9-roomed house, woolshed, and outbuildings. Price £14 per acre. bbox=[967, 120, 1105, 158]
section-text: HOLLAND, W. & Co., Dixon St. Airdrieh & Hardware, Window Decorative Fixtures. bbox=[12, 496, 137, 511]
ad-item: FOR SALE, 1 Draught Stallion, any trial as horses; sure foal-getter. Further particulars apply 33 Thorndon Quay. bbox=[280, 869, 406, 892]
ad-item: WANTED, a good Cook. Apply to Mrs. Long, Oakwood, Cambridge. bbox=[415, 840, 541, 856]
university-heading: UNIVERSITY OF NEW ZEALAND. bbox=[154, 442, 262, 450]
column-businesses bbox=[681, 32, 816, 1632]
section-heading: DYERS AND CLEANERS. bbox=[34, 233, 114, 241]
hospital-notice: MATRON required for the above Institution. Duties commencing November 1st, 1911. Salary, £80 per annum, with Board, Laundry, and Uniform provided. Applications, with three recent testimonials, will be received by the Secretary up to October 14th, 1911. E. BLIZZARD, Secretary Hospital Board, PICTON. bbox=[280, 55, 406, 108]
tailoresses-title: TO TAILORESSES. bbox=[448, 184, 508, 192]
ad-item: WHEELWRIGHT and Body Builder, also Coachsmith; constant jobs; must be good man. Apply A. Buick, Wellington. bbox=[415, 876, 541, 899]
ad-item: WANTED, Jobbing Chauffeur-Mechanic to drive hire cars and work spare time in garage; references required. Apply Renton's Garage, Masterton. bbox=[415, 244, 541, 275]
divider bbox=[415, 979, 541, 980]
section-heading: LAND AND ESTATE AGENTS. bbox=[27, 323, 121, 331]
ad-item: SUFFOLK STALLION 'STRONGBOW' (Imp.), bred by Greenhall, Finborough, Co. Suffolk, England. STRONGBOW is 8 years old, and is a true up-standing horse of 17 hands, with plenty of bone and substance. Guaranteed sound. For further particulars, apply to DALGETY AND COMPANY, LIMITED, CHRISTCHURCH. bbox=[280, 770, 406, 823]
column-situations-vacant bbox=[411, 32, 546, 1632]
section-heading: SALVATION ARMY, Vivian Street. bbox=[156, 267, 260, 275]
ad-item: SHEEP-RUN FOR SALE AT NELSON. 2600 ACRES, Freehold, £8 per acre, all improved, carrying 1,500 sheep. 900 acres ploughable. Price £10,000. bbox=[819, 342, 959, 365]
ad-item: WANTED, for convalescent, Nursery Governess (Protestant) three children; references required. Write 'M.G.,' Box 1, Dominion. bbox=[280, 176, 406, 199]
section-heading: OYSTER AND FISH SALOONS. bbox=[25, 378, 123, 386]
ad-item: WANTED, Married Couple; man gardener, woman household duties; tight; wages and references 'G.,' 'Dominion' Office. bbox=[415, 219, 541, 242]
section-heading: TYPEWRITERS, REQUISITES, AND DUPLICATORS. bbox=[17, 541, 131, 557]
land-right-column bbox=[963, 120, 1104, 534]
ad-item: MERIDEN, 20 The Terrace, central, over the Museum. First-class board, for permanent and casual visitors. 'Phone 1543. bbox=[549, 717, 676, 740]
ad-item: WANTED, a good General; must be good plain cook. Apply Ed Plain, Kiwi Street, Wellington. bbox=[415, 540, 541, 556]
ad-item: TO LET, 'Wilderness,' Seatoun, well furnished; two-roomed Home, sunny position; low rent. Dollar, 'Lowra Lane,' Seatoun. bbox=[549, 222, 676, 245]
ad-item: TO LET, large double Bed-sitting-room, 3 minutes from Basin Reserve. Tram passes door. Apply 16 Tasman Street. bbox=[549, 837, 676, 860]
wanted-to-sell-title: WANTED TO SELL. bbox=[312, 749, 374, 757]
ad-item: TO LET, Superior Furnished Rooms, with or without Board. Apply 17 Tinakori Road. bbox=[549, 914, 676, 930]
lease-firm: LEWIS AND CO., WANGANUI. bbox=[565, 1067, 661, 1095]
drudge-name: FRANCIS HOLMES, bbox=[177, 909, 239, 938]
divider bbox=[145, 427, 271, 428]
ad-item: WANTED, Dressmaker, for the country. Apply Mrs. Graham, 72 Ghuznee Street. bbox=[415, 303, 541, 319]
ad-item: WANTED, A SMART INTELLIGENT BOY. Apply BING, HARRIS AND CO., LTD., Warehousemen. bbox=[415, 115, 541, 138]
ad-item: COUNTRY Store—Wanted in Lee Cove, or Adj. Country Store, near Wellington, with beautifully finished dwelling, hospital, dwelling, and partnership. Stock at valuation, about £1,000. Country Store at Valuation. Apply G. KOPPE, Stratford. bbox=[684, 151, 811, 197]
ad-item: 1980 ACRES, Freehold, about £5 per acre. Wairarapa district. 150 acres grass, rest bush. Price £6 per acre. Terms easy. A. G. CUNNINGHAM, TAIHAPE. bbox=[967, 482, 1105, 505]
ocallaghan-address: LAND AGENT, HAWERA. bbox=[713, 847, 782, 854]
ad-item: WANTED, by Married Couple, one child, 4 years, Position, station; man do general work and help look after stock; woman housekeep, all duties. Apply G. Grater, Box 3, Eltham. bbox=[280, 382, 406, 413]
ad-item: A SPLENDID Paying Restaurant, in the busiest part of New Plymouth; large dining-room, 3 other rooms, all furnished; everything complete; a little fortune to an energetic person. ALSO, a Fancy Goods and Booksellers' Business, doing a large trade; cheap, to immediate buyer. Apply DAVID CHEYNE, AGENT, NEW PLYMOUTH. bbox=[684, 55, 811, 108]
ad-item: WANTED, good Tradesman for Marine Works, and Hatchery, near Rangiora, Karaka. bbox=[415, 796, 541, 812]
land-left-column bbox=[820, 120, 963, 534]
section-heading: PETONE AND LOWER HUTT. bbox=[27, 631, 121, 639]
section-text: REMINGTON TYPEWRITER AGENCY, 69 Customhouse Quay. W'gton. Tel. 2032. bbox=[12, 558, 137, 574]
divider bbox=[12, 992, 136, 993]
main-trunk-notice: 800 ACRES, Station, Lease, 200 in grass, balance heavy bush; 5 stock; Rent £75 annum. Price £1,800. RUN, 11,000 Acres, Freehold, 300 acres in grass, 9,000 Crown Lease. Price £4,500. Apply at once. bbox=[684, 988, 811, 1027]
